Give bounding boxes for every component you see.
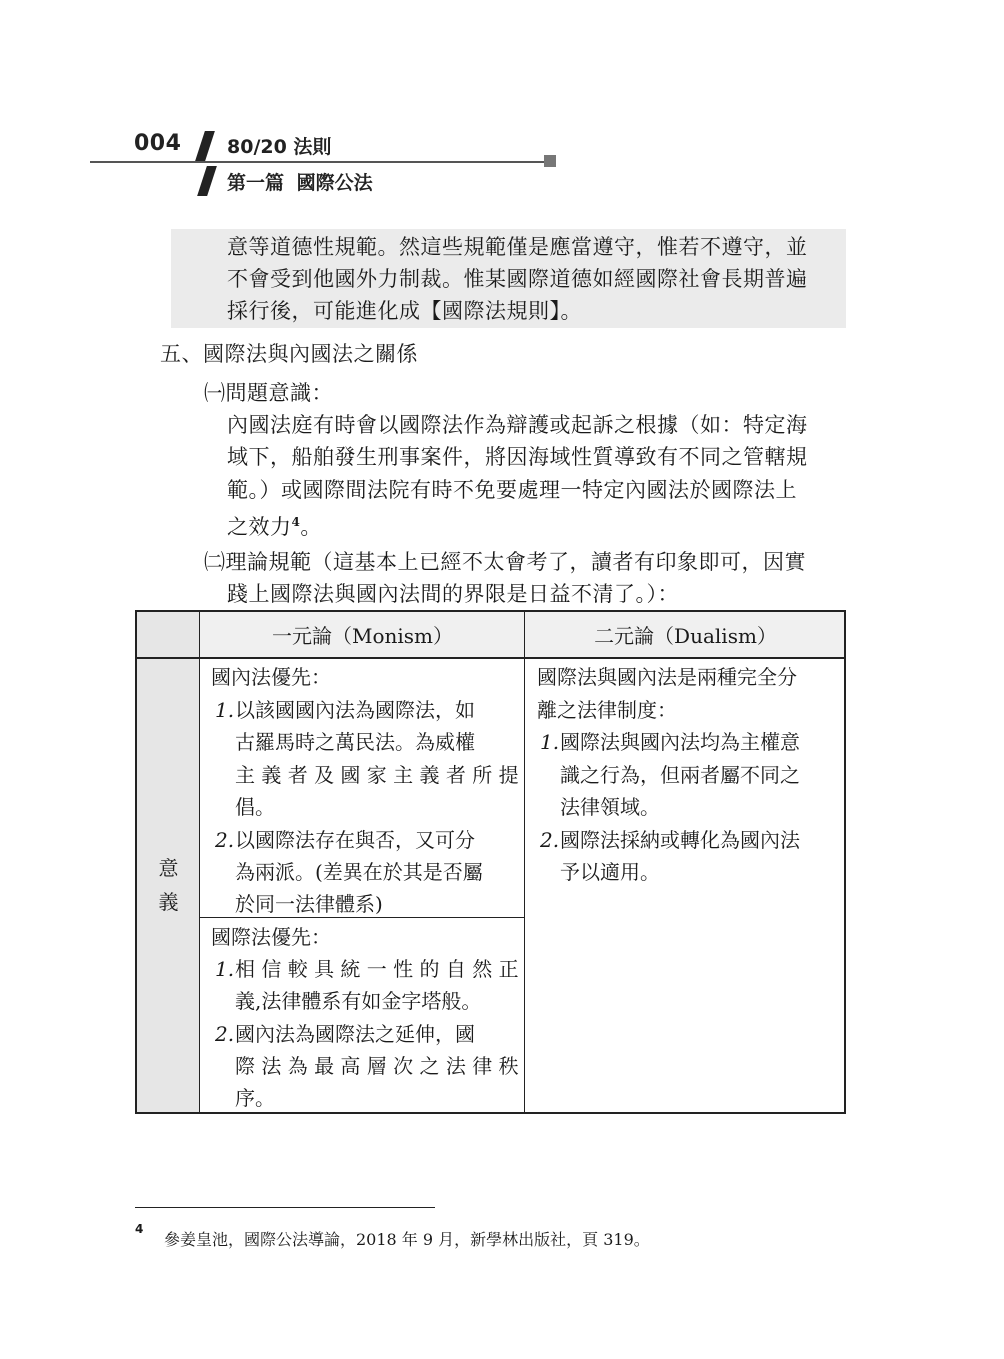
list-line: 古羅馬時之萬民法。為威權 (235, 730, 475, 754)
paragraph-line: 域下，船舶發生刑事案件，將因海域性質導致有不同之管轄規 (227, 445, 808, 469)
shaded-line: 意等道德性規範。然這些規範僅是應當遵守，惟若不遵守，並 (227, 235, 808, 259)
list-line: 主 義 者 及 國 家 主 義 者 所 提 (235, 763, 519, 787)
cell-title: 國內法優先： (211, 665, 331, 689)
list-number: 1. (215, 957, 235, 981)
list-line: 國際法與國內法均為主權意 (560, 730, 800, 754)
list-number: 2. (215, 1022, 235, 1046)
book-title: 80/20 法則 (227, 136, 332, 158)
list-line: 國際法採納或轉化為國內法 (560, 828, 800, 852)
shaded-note-box (171, 229, 846, 328)
footnote-reference[interactable]: 4 (291, 515, 301, 529)
shaded-line: 採行後，可能進化成【國際法規則】。 (227, 299, 582, 323)
footnote-rule (135, 1207, 435, 1208)
paragraph-line: 內國法庭有時會以國際法作為辯護或起訴之根據（如：特定海 (227, 413, 808, 437)
list-line: 相 信 較 具 統 一 性 的 自 然 正 (235, 957, 519, 981)
list-line: 義,法律體系有如金字塔般。 (235, 989, 482, 1013)
paragraph-line (227, 506, 322, 543)
comparison-table (135, 610, 846, 1114)
header-square-decoration (544, 155, 556, 167)
cell-title: 離之法律制度： (537, 698, 677, 722)
list-line: 識之行為，但兩者屬不同之 (560, 763, 800, 787)
list-line: 予以適用。 (560, 860, 660, 884)
subsection-heading: ㈠問題意識： (204, 381, 333, 405)
section-heading: 五、國際法與內國法之關係 (160, 342, 418, 366)
paragraph-line: 踐上國際法與國內法間的界限是日益不清了。）： (227, 582, 679, 606)
list-line: 倡。 (235, 795, 275, 819)
list-number: 2. (540, 828, 560, 852)
column-header-monism: 一元論（Monism） (271, 624, 454, 648)
paragraph-text: 之效力 (227, 515, 292, 539)
cell-title: 國際法優先： (211, 925, 331, 949)
paragraph-line: 範。）或國際間法院有時不免要處理一特定內國法於國際法上 (227, 478, 797, 502)
list-number: 1. (540, 730, 560, 754)
list-line: 國內法為國際法之延伸，國 (235, 1022, 475, 1046)
list-line: 際 法 為 最 高 層 次 之 法 律 秩 (235, 1054, 519, 1078)
column-divider (524, 612, 525, 1112)
list-line: 以該國國內法為國際法，如 (235, 698, 475, 722)
header-slash-decoration (197, 166, 217, 196)
list-line: 為兩派。(差異在於其是否屬 (235, 860, 483, 884)
paragraph-text: 。 (300, 515, 322, 539)
cell-title: 國際法與國內法是兩種完全分 (537, 665, 797, 689)
footnote-text: 參姜皇池，國際公法導論，2018 年 9 月，新學林出版社，頁 319。 (164, 1230, 650, 1249)
list-number: 2. (215, 828, 235, 852)
list-number: 1. (215, 698, 235, 722)
chapter-title: 第一篇 國際公法 (227, 172, 373, 194)
header-slash-decoration (195, 131, 215, 161)
row-label: 義 (158, 890, 179, 914)
page-number: 004 (134, 131, 182, 156)
subsection-heading: ㈡理論規範（這基本上已經不太會考了，讀者有印象即可，因實 (204, 550, 806, 574)
footnote-mark: 4 (135, 1222, 144, 1236)
header-divider (137, 657, 844, 659)
row-label: 意 (158, 856, 179, 880)
list-line: 以國際法存在與否，又可分 (235, 828, 475, 852)
list-line: 序。 (235, 1086, 275, 1110)
list-line: 於同一法律體系) (235, 892, 383, 916)
header-rule (90, 161, 546, 163)
list-line: 法律領域。 (560, 795, 660, 819)
shaded-line: 不會受到他國外力制裁。惟某國際道德如經國際社會長期普遍 (227, 267, 808, 291)
column-header-dualism: 二元論（Dualism） (594, 624, 777, 648)
